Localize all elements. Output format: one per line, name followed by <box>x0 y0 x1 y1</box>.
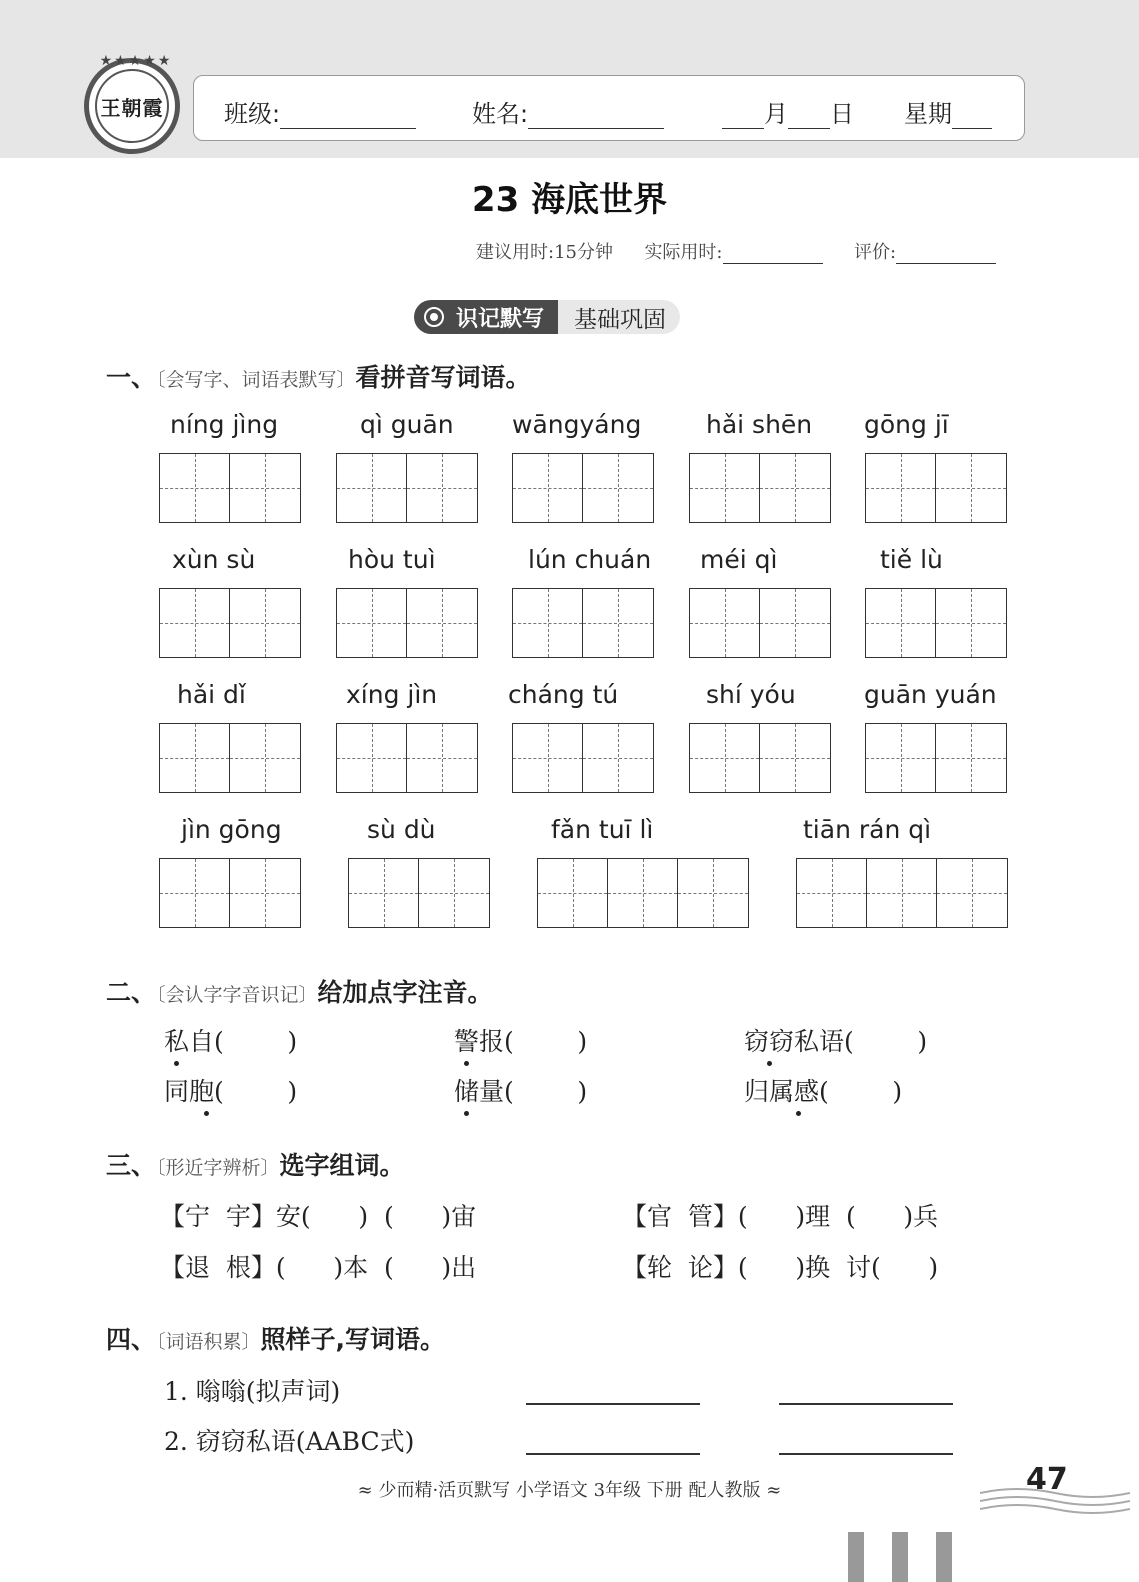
wave-decoration-icon <box>980 1485 1130 1515</box>
writing-grid[interactable] <box>336 588 478 658</box>
edge-bar <box>892 1532 908 1582</box>
writing-grid[interactable] <box>336 723 478 793</box>
rating-label: 评价: <box>853 242 897 263</box>
answer-line[interactable] <box>779 1453 953 1455</box>
writing-grid[interactable] <box>537 858 749 928</box>
writing-grid[interactable] <box>865 723 1007 793</box>
writing-grid[interactable] <box>512 723 654 793</box>
pinyin: lún chuán <box>528 545 652 574</box>
page-number: 47 <box>1026 1462 1068 1497</box>
pinyin: méi qì <box>700 545 778 574</box>
phonetic-item[interactable]: 储量( ) <box>454 1072 587 1108</box>
q1-heading: 一、〔会写字、词语表默写〕看拼音写词语。 <box>106 363 531 392</box>
q3-heading: 三、〔形近字辨析〕选字组词。 <box>106 1151 405 1180</box>
date-field[interactable]: 月 日 <box>722 94 854 129</box>
timing-line <box>476 238 996 264</box>
char-choice-item[interactable]: 【官 管】( )理 ( )兵 <box>622 1202 939 1231</box>
pinyin: shí yóu <box>706 680 796 709</box>
writing-grid[interactable] <box>689 453 831 523</box>
phonetic-item[interactable]: 警报( ) <box>454 1022 587 1058</box>
pinyin: níng jìng <box>170 410 279 439</box>
answer-line[interactable] <box>526 1403 700 1405</box>
char-choice-item[interactable]: 【轮 论】( )换 讨( ) <box>622 1253 939 1282</box>
writing-grid[interactable] <box>159 453 301 523</box>
name-field[interactable]: 姓名: <box>472 94 664 129</box>
pinyin: tiān rán qì <box>803 815 932 844</box>
pinyin: cháng tú <box>508 680 619 709</box>
writing-grid[interactable] <box>512 588 654 658</box>
writing-grid[interactable] <box>348 858 490 928</box>
writing-grid[interactable] <box>336 453 478 523</box>
pinyin: guān yuán <box>864 680 997 709</box>
writing-grid[interactable] <box>689 723 831 793</box>
writing-grid[interactable] <box>865 453 1007 523</box>
pinyin: tiě lù <box>880 545 943 574</box>
example-item: 1. 嗡嗡(拟声词) <box>164 1377 341 1406</box>
publisher-logo <box>84 53 180 154</box>
edge-bar <box>848 1532 864 1582</box>
pinyin: jìn gōng <box>181 815 282 844</box>
writing-grid[interactable] <box>159 858 301 928</box>
section-pill <box>414 300 680 334</box>
suggested-time: 建议用时:15分钟 <box>476 242 613 263</box>
stars-icon: ★★★★★ <box>99 53 173 69</box>
footer-text: ≈ 少而精·活页默写 小学语文 3年级 下册 配人教版 ≈ <box>357 1480 782 1501</box>
writing-grid[interactable] <box>159 588 301 658</box>
pinyin: sù dù <box>367 815 436 844</box>
writing-grid[interactable] <box>159 723 301 793</box>
pinyin: xíng jìn <box>346 680 438 709</box>
phonetic-item[interactable]: 私自( ) <box>164 1022 297 1058</box>
pinyin: hòu tuì <box>348 545 436 574</box>
actual-time-label: 实际用时: <box>644 242 723 263</box>
answer-line[interactable] <box>779 1403 953 1405</box>
medal-icon <box>424 307 444 327</box>
edge-bar <box>936 1532 952 1582</box>
pinyin: fǎn tuī lì <box>551 815 654 844</box>
pinyin: xùn sù <box>172 545 256 574</box>
pinyin: hǎi dǐ <box>177 680 246 709</box>
student-info-box <box>193 75 1025 141</box>
logo-text: 王朝霞 <box>100 97 164 120</box>
rating-blank[interactable] <box>896 243 996 264</box>
writing-grid[interactable] <box>512 453 654 523</box>
pinyin: wāngyáng <box>512 410 642 439</box>
phonetic-item[interactable]: 同胞( ) <box>164 1072 297 1108</box>
pinyin: gōng jī <box>864 410 949 439</box>
q2-heading: 二、〔会认字字音识记〕给加点字注音。 <box>106 978 493 1007</box>
char-choice-item[interactable]: 【宁 宇】安( ) ( )宙 <box>160 1202 477 1231</box>
answer-line[interactable] <box>526 1453 700 1455</box>
char-choice-item[interactable]: 【退 根】( )本 ( )出 <box>160 1253 477 1282</box>
pinyin: hǎi shēn <box>706 410 813 439</box>
section-pill-right: 基础巩固 <box>558 300 680 334</box>
phonetic-item[interactable]: 归属感( ) <box>744 1072 902 1108</box>
class-field[interactable]: 班级: <box>224 94 416 129</box>
lesson-title: 23 海底世界 <box>471 180 668 220</box>
section-pill-left: 识记默写 <box>456 306 545 332</box>
writing-grid[interactable] <box>689 588 831 658</box>
writing-grid[interactable] <box>865 588 1007 658</box>
writing-grid[interactable] <box>796 858 1008 928</box>
q4-heading: 四、〔词语积累〕照样子,写词语。 <box>106 1325 446 1354</box>
pinyin: qì guān <box>360 410 454 439</box>
weekday-field[interactable]: 星期 <box>904 94 992 129</box>
phonetic-item[interactable]: 窃窃私语( ) <box>744 1022 927 1058</box>
example-item: 2. 窃窃私语(AABC式) <box>164 1427 415 1456</box>
actual-time-blank[interactable] <box>723 243 823 264</box>
